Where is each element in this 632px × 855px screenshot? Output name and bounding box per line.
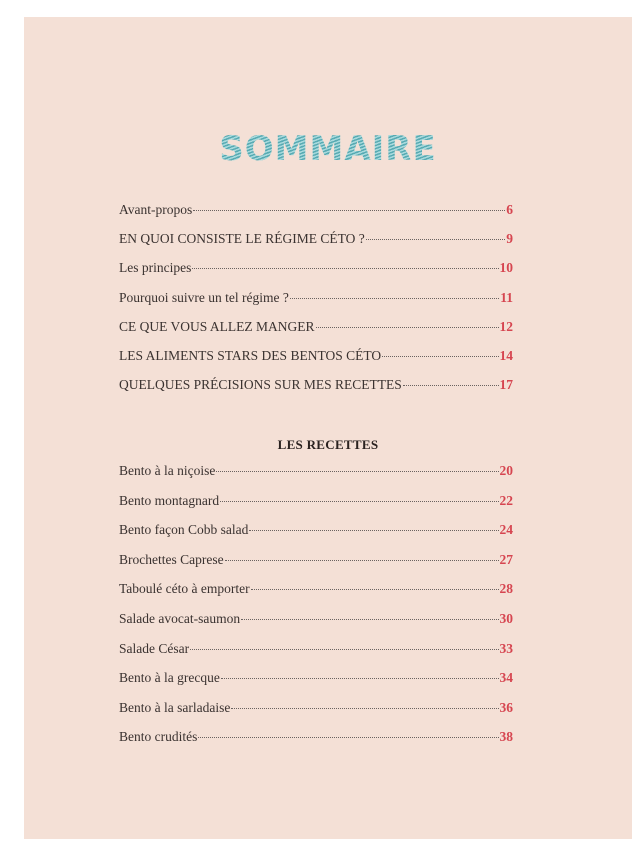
dot-leader (382, 356, 498, 357)
toc-entry-page: 30 (499, 610, 513, 626)
book-page (24, 17, 632, 839)
dot-leader (190, 649, 498, 650)
toc-front-matter (119, 202, 513, 406)
toc-entry-page: 17 (499, 377, 513, 393)
toc-entry-label: Pourquoi suivre un tel régime ? (119, 289, 289, 305)
toc-entry-label: Salade avocat-saumon (119, 610, 241, 626)
dot-leader (231, 708, 498, 709)
dot-leader (251, 589, 499, 590)
toc-entry-label: CE QUE VOUS ALLEZ MANGER (119, 318, 315, 334)
toc-entry[interactable] (119, 611, 513, 641)
toc-entry-label: Bento crudités (119, 729, 198, 745)
dot-leader (403, 385, 499, 386)
dot-leader (316, 327, 499, 328)
toc-entry[interactable] (119, 700, 513, 730)
toc-entry-page: 33 (499, 640, 513, 656)
toc-entry-page: 6 (506, 202, 513, 217)
toc-entry-label: Salade César (119, 640, 190, 656)
toc-entry[interactable] (119, 581, 513, 611)
toc-entry[interactable] (119, 319, 513, 348)
toc-entry-page: 20 (499, 463, 513, 478)
toc-entry-label: Bento à la grecque (119, 670, 220, 686)
dot-leader (249, 530, 498, 531)
toc-entry-page: 27 (499, 551, 513, 567)
toc-entry[interactable] (119, 202, 513, 231)
toc-entry-label: QUELQUES PRÉCISIONS SUR MES RECETTES (119, 377, 402, 393)
dot-leader (366, 239, 506, 240)
toc-entry-page: 24 (499, 522, 513, 538)
recipes-section-heading: LES RECETTES (277, 437, 379, 452)
toc-entry-page: 12 (499, 318, 513, 334)
toc-entry-page: 36 (499, 699, 513, 715)
toc-entry[interactable] (119, 463, 513, 493)
toc-entry-label: Bento montagnard (119, 492, 220, 508)
dot-leader (198, 737, 498, 738)
toc-entry-page: 9 (506, 231, 513, 247)
toc-entry[interactable] (119, 231, 513, 260)
toc-entry[interactable] (119, 290, 513, 319)
toc-entry[interactable] (119, 260, 513, 289)
toc-entry-page: 10 (499, 260, 513, 276)
dot-leader (290, 298, 499, 299)
toc-entry-label: Bento à la sarladaise (119, 699, 231, 715)
toc-entry[interactable] (119, 670, 513, 700)
toc-entry-label: EN QUOI CONSISTE LE RÉGIME CÉTO ? (119, 231, 365, 247)
toc-recipes (119, 463, 513, 759)
dot-leader (225, 560, 499, 561)
toc-entry-label: Bento façon Cobb salad (119, 522, 249, 538)
toc-entry-page: 28 (499, 581, 513, 597)
toc-entry-label: LES ALIMENTS STARS DES BENTOS CÉTO (119, 347, 382, 363)
toc-entry-page: 34 (499, 670, 513, 686)
toc-entry-page: 22 (499, 492, 513, 508)
toc-entry[interactable] (119, 522, 513, 552)
toc-entry-page: 14 (499, 347, 513, 363)
dot-leader (220, 501, 498, 502)
toc-entry-label: Avant-propos (119, 202, 193, 217)
page-title: SOMMAIRE (24, 129, 632, 169)
dot-leader (193, 210, 505, 211)
toc-entry[interactable] (119, 377, 513, 406)
dot-leader (216, 471, 498, 472)
dot-leader (241, 619, 498, 620)
toc-entry-page: 38 (499, 729, 513, 745)
dot-leader (192, 268, 498, 269)
toc-entry[interactable] (119, 552, 513, 582)
dot-leader (221, 678, 499, 679)
toc-entry[interactable] (119, 729, 513, 759)
toc-entry[interactable] (119, 493, 513, 523)
toc-entry-label: Brochettes Caprese (119, 551, 224, 567)
toc-entry-label: Bento à la niçoise (119, 463, 216, 478)
toc-entry[interactable] (119, 348, 513, 377)
toc-entry-page: 11 (500, 289, 513, 305)
toc-entry-label: Taboulé céto à emporter (119, 581, 250, 597)
toc-entry[interactable] (119, 641, 513, 671)
toc-entry-label: Les principes (119, 260, 192, 276)
